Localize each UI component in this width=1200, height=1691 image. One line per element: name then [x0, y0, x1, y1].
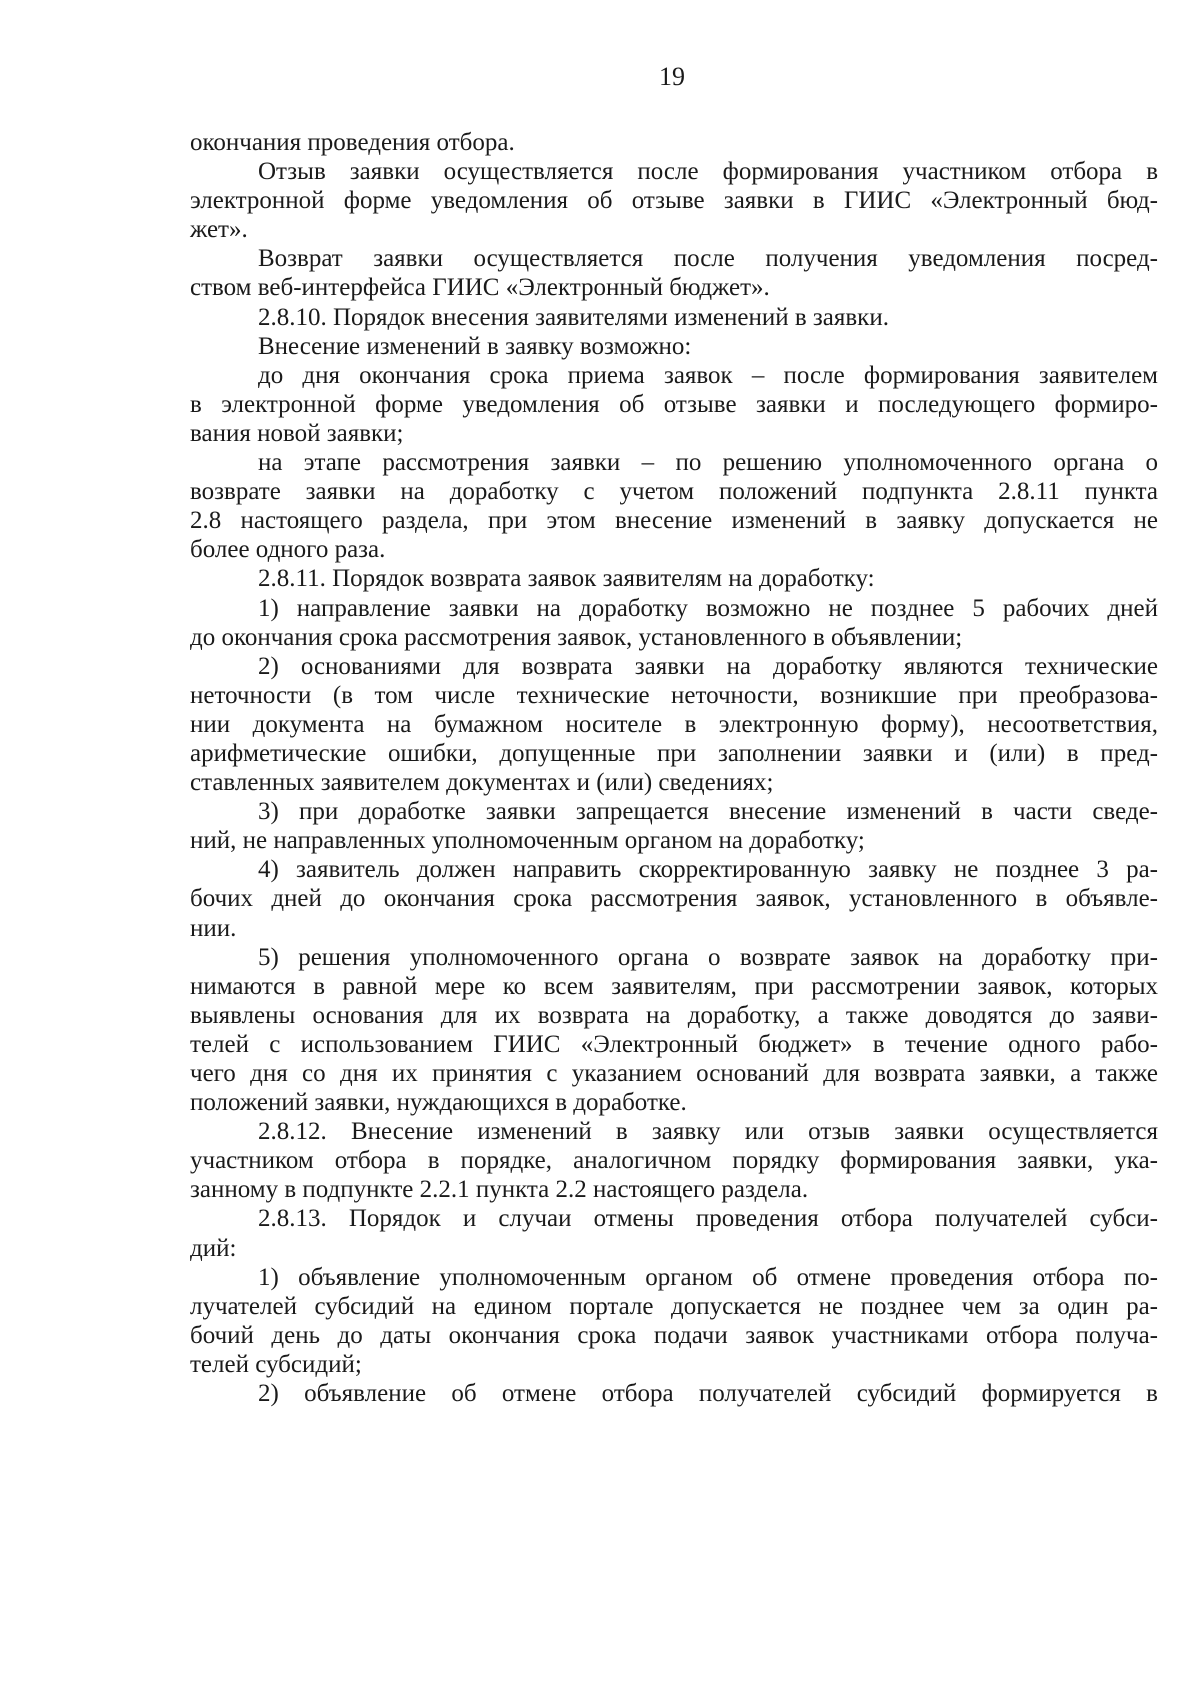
- text-line: неточности (в том числе технические неточности, возникшие при преобразова-: [190, 681, 1158, 709]
- text-line: Возврат заявки осуществляется после получения уведомления посред-: [258, 245, 1158, 273]
- text-line: 1) направление заявки на доработку возможно не позднее 5 рабочих дней: [258, 594, 1158, 622]
- paragraph: [190, 1379, 1158, 1408]
- text-line: выявлены основания для их возврата на доработку, а также доводятся до заяви-: [190, 1001, 1158, 1029]
- paragraph: [190, 564, 1158, 593]
- text-line: на этапе рассмотрения заявки – по решению уполномоченного органа о: [258, 449, 1158, 477]
- paragraph: [190, 943, 1158, 1118]
- text-line: 2) объявление об отмене отбора получателей субсидий формируется в: [258, 1380, 1158, 1408]
- paragraph: [190, 157, 1158, 244]
- paragraph: [190, 244, 1158, 302]
- text-line: до дня окончания срока приема заявок – после формирования заявителем: [258, 361, 1158, 389]
- text-line: жет».: [190, 216, 248, 244]
- text-line: окончания проведения отбора.: [190, 129, 515, 156]
- text-line: 2.8 настоящего раздела, при этом внесение изменений в заявку допускается не: [190, 507, 1158, 535]
- text-line: телей субсидий;: [190, 1350, 362, 1378]
- text-line: 3) при доработке заявки запрещается внесение изменений в части сведе-: [258, 798, 1158, 826]
- text-line: 5) решения уполномоченного органа о возврате заявок на доработку при-: [258, 943, 1158, 971]
- text-line: нии.: [190, 914, 237, 942]
- text-line: телей с использованием ГИИС «Электронный бюджет» в течение одного рабо-: [190, 1030, 1158, 1058]
- text-line: возврате заявки на доработку с учетом положений подпункта 2.8.11 пункта: [190, 478, 1158, 506]
- paragraph: [190, 361, 1158, 448]
- text-line: чего дня со дня их принятия с указанием оснований для возврата заявки, а также: [190, 1060, 1158, 1087]
- paragraph: [190, 797, 1158, 855]
- text-line: Внесение изменений в заявку возможно:: [258, 332, 692, 360]
- text-line: Отзыв заявки осуществляется после формирования участником отбора в: [258, 158, 1158, 186]
- paragraph: [190, 128, 1158, 157]
- paragraph: [190, 332, 1158, 361]
- text-line: дий:: [190, 1234, 237, 1262]
- paragraph: [190, 1263, 1158, 1379]
- text-line: ний, не направленных уполномоченным органом на доработку;: [190, 827, 865, 855]
- document-body: [190, 128, 1158, 1408]
- paragraph: [190, 1204, 1158, 1262]
- text-line: 1) объявление уполномоченным органом об отмене проведения отбора по-: [258, 1263, 1158, 1291]
- paragraph: [190, 1117, 1158, 1204]
- text-line: 2.8.12. Внесение изменений в заявку или отзыв заявки осуществляется: [258, 1118, 1158, 1146]
- text-line: нии документа на бумажном носителе в электронную форму), несоответствия,: [190, 710, 1158, 738]
- paragraph: [190, 855, 1158, 942]
- text-line: до окончания срока рассмотрения заявок, установленного в объявлении;: [190, 623, 963, 651]
- text-line: 2.8.10. Порядок внесения заявителями изменений в заявки.: [258, 303, 889, 331]
- paragraph: [190, 303, 1158, 332]
- text-line: положений заявки, нуждающихся в доработке.: [190, 1089, 687, 1117]
- text-line: вания новой заявки;: [190, 419, 404, 447]
- text-line: 2) основаниями для возврата заявки на доработку являются технические: [258, 652, 1158, 680]
- text-line: нимаются в равной мере ко всем заявителям, при рассмотрении заявок, которых: [190, 972, 1158, 1000]
- text-line: 2.8.11. Порядок возврата заявок заявителям на доработку:: [258, 565, 875, 593]
- text-line: бочий день до даты окончания срока подачи заявок участниками отбора получа-: [190, 1321, 1158, 1349]
- text-line: 2.8.13. Порядок и случаи отмены проведения отбора получателей субси-: [258, 1205, 1158, 1233]
- text-line: участником отбора в порядке, аналогичном порядку формирования заявки, ука-: [190, 1147, 1158, 1175]
- paragraph: [190, 448, 1158, 564]
- text-line: бочих дней до окончания срока рассмотрения заявок, установленного в объявле-: [190, 885, 1158, 913]
- text-line: ставленных заявителем документах и (или) сведениях;: [190, 769, 774, 797]
- text-line: в электронной форме уведомления об отзыве заявки и последующего формиро-: [190, 390, 1158, 418]
- text-line: более одного раза.: [190, 536, 386, 564]
- paragraph: [190, 652, 1158, 797]
- text-line: арифметические ошибки, допущенные при заполнении заявки и (или) в пред-: [190, 739, 1158, 767]
- text-line: 4) заявитель должен направить скорректированную заявку не позднее 3 ра-: [258, 856, 1158, 884]
- page-number: 19: [659, 62, 685, 91]
- text-line: занному в подпункте 2.2.1 пункта 2.2 настоящего раздела.: [190, 1176, 809, 1204]
- text-line: электронной форме уведомления об отзыве заявки в ГИИС «Электронный бюд-: [190, 187, 1158, 215]
- paragraph: [190, 594, 1158, 652]
- text-line: лучателей субсидий на едином портале допускается не позднее чем за один ра-: [190, 1292, 1158, 1320]
- text-line: ством веб-интерфейса ГИИС «Электронный бюджет».: [190, 274, 770, 302]
